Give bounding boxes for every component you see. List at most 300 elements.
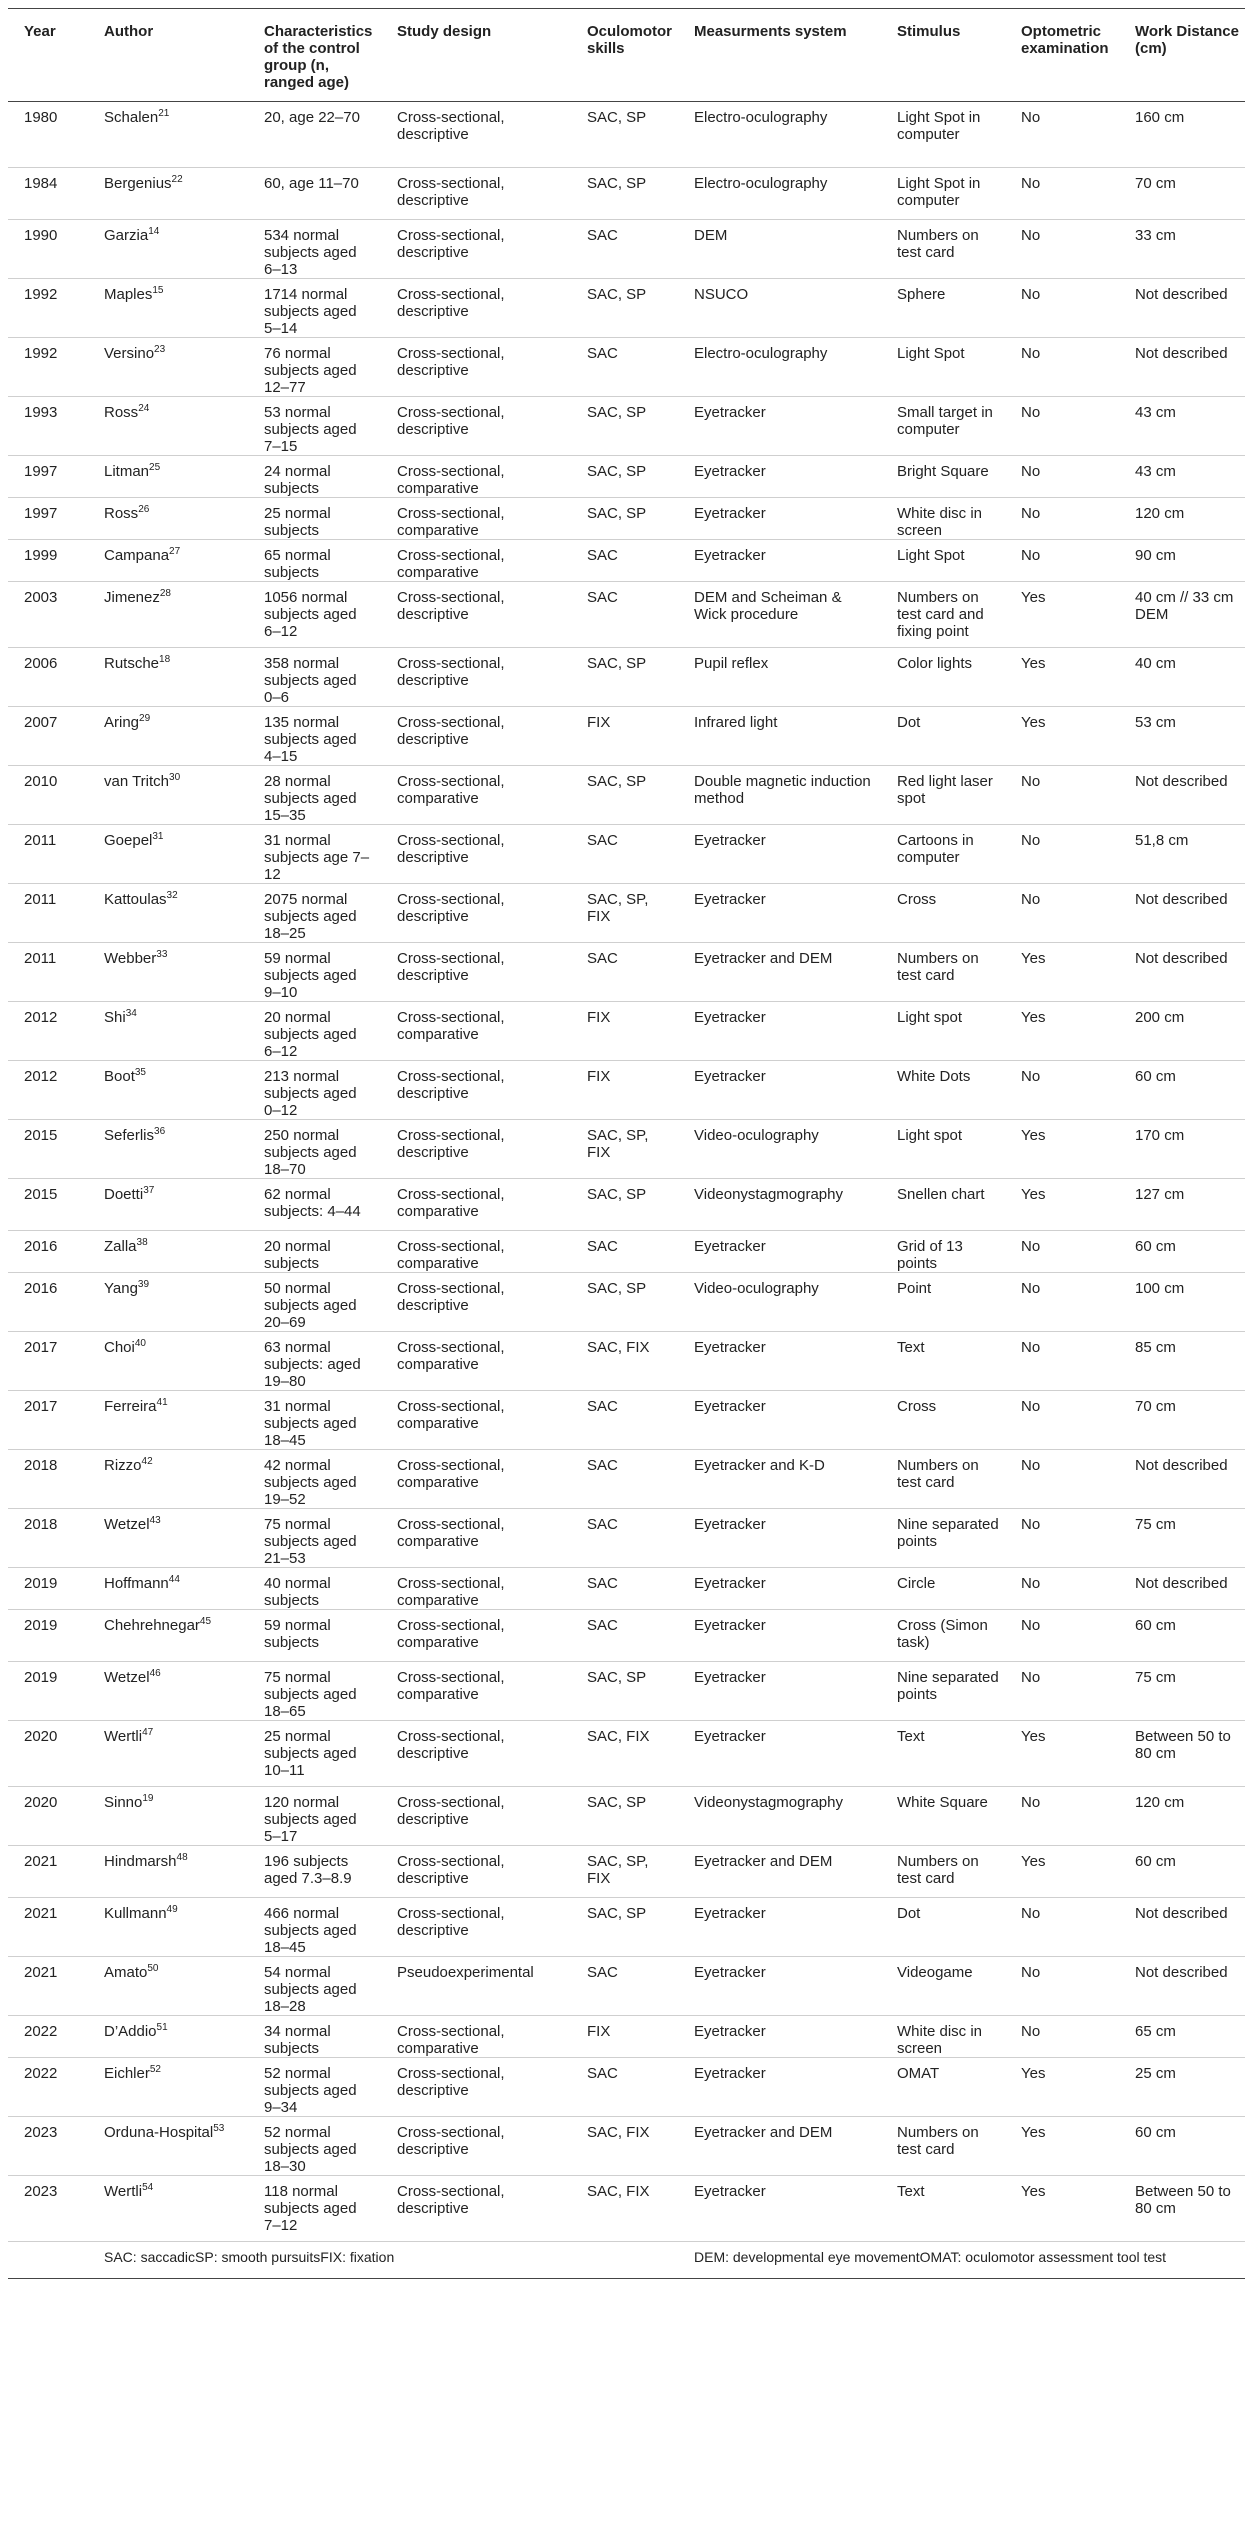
footnote-abbreviations-left: SAC: saccadicSP: smooth pursuitsFIX: fixation — [88, 2242, 678, 2279]
author-cell — [88, 1721, 248, 1787]
author-cell — [88, 1568, 248, 1610]
year-cell: 2003 — [8, 582, 88, 648]
work-distance-cell: 90 cm — [1119, 540, 1245, 582]
author-name: Chehrehnegar — [104, 1617, 200, 1634]
table-row — [8, 884, 1245, 943]
stimulus-cell: Snellen chart — [881, 1179, 1005, 1231]
study-design-cell: Cross-sectional, comparative — [381, 766, 571, 825]
reference-number: 52 — [149, 2064, 161, 2075]
study-design-cell: Cross-sectional, descriptive — [381, 279, 571, 338]
reference-number: 53 — [213, 2123, 225, 2134]
year-cell: 1980 — [8, 102, 88, 168]
stimulus-cell: White Dots — [881, 1061, 1005, 1120]
study-design-cell: Cross-sectional, comparative — [381, 1568, 571, 1610]
year-cell: 2012 — [8, 1002, 88, 1061]
year-cell: 2016 — [8, 1273, 88, 1332]
work-distance-cell: 120 cm — [1119, 498, 1245, 540]
table-row — [8, 1787, 1245, 1846]
control-group-cell: 40 normal subjects — [248, 1568, 381, 1610]
work-distance-cell: Between 50 to 80 cm — [1119, 1721, 1245, 1787]
table-row — [8, 1332, 1245, 1391]
stimulus-cell: Cross — [881, 1391, 1005, 1450]
author-name: Hindmarsh — [104, 1853, 177, 1870]
measurement-system-cell: Pupil reflex — [678, 648, 881, 707]
measurement-system-cell: Eyetracker — [678, 397, 881, 456]
oculomotor-skills-cell: FIX — [571, 1061, 678, 1120]
author-name: Bergenius — [104, 175, 172, 192]
author-name: Kullmann — [104, 1905, 167, 1922]
measurement-system-cell: DEM — [678, 220, 881, 279]
study-design-cell: Cross-sectional, descriptive — [381, 582, 571, 648]
work-distance-cell: Not described — [1119, 1898, 1245, 1957]
study-design-cell: Cross-sectional, comparative — [381, 1610, 571, 1662]
year-cell: 2011 — [8, 825, 88, 884]
measurement-system-cell: Eyetracker — [678, 2176, 881, 2242]
control-group-cell: 135 normal subjects aged 4–15 — [248, 707, 381, 766]
control-group-cell: 196 subjects aged 7.3–8.9 — [248, 1846, 381, 1898]
control-group-cell: 53 normal subjects aged 7–15 — [248, 397, 381, 456]
stimulus-cell: Red light laser spot — [881, 766, 1005, 825]
author-cell — [88, 1610, 248, 1662]
study-design-cell: Cross-sectional, descriptive — [381, 707, 571, 766]
year-cell: 2015 — [8, 1120, 88, 1179]
optometric-examination-cell: No — [1005, 1610, 1119, 1662]
year-cell: 2020 — [8, 1787, 88, 1846]
measurement-system-cell: Eyetracker — [678, 498, 881, 540]
optometric-examination-cell: No — [1005, 1061, 1119, 1120]
author-cell — [88, 2016, 248, 2058]
year-cell: 2021 — [8, 1957, 88, 2016]
table-row — [8, 1610, 1245, 1662]
author-name: Orduna-Hospital — [104, 2124, 214, 2141]
author-name: Rutsche — [104, 655, 160, 672]
oculomotor-skills-cell: SAC, SP — [571, 279, 678, 338]
year-cell: 2020 — [8, 1721, 88, 1787]
author-name: van Tritch — [104, 773, 170, 790]
study-design-cell: Pseudoexperimental — [381, 1957, 571, 2016]
work-distance-cell: 170 cm — [1119, 1120, 1245, 1179]
table-row — [8, 1061, 1245, 1120]
reference-number: 25 — [149, 462, 161, 473]
measurement-system-cell: Eyetracker and K-D — [678, 1450, 881, 1509]
reference-number: 38 — [136, 1237, 148, 1248]
study-design-cell: Cross-sectional, descriptive — [381, 825, 571, 884]
work-distance-cell: 60 cm — [1119, 1231, 1245, 1273]
study-design-cell: Cross-sectional, comparative — [381, 1662, 571, 1721]
optometric-examination-cell: No — [1005, 1957, 1119, 2016]
oculomotor-skills-cell: SAC, SP — [571, 168, 678, 220]
control-group-cell: 76 normal subjects aged 12–77 — [248, 338, 381, 397]
author-cell — [88, 1787, 248, 1846]
reference-number: 50 — [147, 1963, 159, 1974]
control-group-cell: 54 normal subjects aged 18–28 — [248, 1957, 381, 2016]
reference-number: 14 — [148, 226, 160, 237]
author-cell — [88, 168, 248, 220]
table-row — [8, 2016, 1245, 2058]
year-cell: 1993 — [8, 397, 88, 456]
control-group-cell: 213 normal subjects aged 0–12 — [248, 1061, 381, 1120]
optometric-examination-cell: Yes — [1005, 648, 1119, 707]
study-design-cell: Cross-sectional, comparative — [381, 1391, 571, 1450]
study-design-cell: Cross-sectional, descriptive — [381, 943, 571, 1002]
author-cell — [88, 2176, 248, 2242]
measurement-system-cell: Infrared light — [678, 707, 881, 766]
optometric-examination-cell: Yes — [1005, 582, 1119, 648]
control-group-cell: 20 normal subjects aged 6–12 — [248, 1002, 381, 1061]
measurement-system-cell: Electro-oculography — [678, 338, 881, 397]
measurement-system-cell: Eyetracker — [678, 2016, 881, 2058]
stimulus-cell: Numbers on test card — [881, 1450, 1005, 1509]
optometric-examination-cell: No — [1005, 1450, 1119, 1509]
year-cell: 2017 — [8, 1332, 88, 1391]
year-cell: 2006 — [8, 648, 88, 707]
optometric-examination-cell: No — [1005, 1231, 1119, 1273]
oculomotor-skills-cell: SAC — [571, 2058, 678, 2117]
year-cell: 2016 — [8, 1231, 88, 1273]
reference-number: 27 — [169, 546, 181, 557]
stimulus-cell: Circle — [881, 1568, 1005, 1610]
study-design-cell: Cross-sectional, comparative — [381, 2016, 571, 2058]
oculomotor-skills-cell: SAC, SP — [571, 1662, 678, 1721]
measurement-system-cell: Eyetracker — [678, 1610, 881, 1662]
year-cell: 2010 — [8, 766, 88, 825]
reference-number: 18 — [159, 654, 171, 665]
reference-number: 21 — [158, 108, 170, 119]
study-design-cell: Cross-sectional, descriptive — [381, 2058, 571, 2117]
optometric-examination-cell: No — [1005, 766, 1119, 825]
table-row — [8, 766, 1245, 825]
stimulus-cell: Dot — [881, 1898, 1005, 1957]
control-group-cell: 1714 normal subjects aged 5–14 — [248, 279, 381, 338]
header-measurement-system: Measurments system — [678, 9, 881, 102]
control-group-cell: 52 normal subjects aged 9–34 — [248, 2058, 381, 2117]
oculomotor-skills-cell: SAC, SP — [571, 498, 678, 540]
oculomotor-skills-cell: SAC, SP — [571, 1787, 678, 1846]
oculomotor-skills-cell: SAC, SP — [571, 102, 678, 168]
control-group-cell: 42 normal subjects aged 19–52 — [248, 1450, 381, 1509]
work-distance-cell: 75 cm — [1119, 1509, 1245, 1568]
author-cell — [88, 498, 248, 540]
author-cell — [88, 1179, 248, 1231]
reference-number: 34 — [125, 1008, 137, 1019]
control-group-cell: 1056 normal subjects aged 6–12 — [248, 582, 381, 648]
measurement-system-cell: Eyetracker — [678, 1391, 881, 1450]
year-cell: 1999 — [8, 540, 88, 582]
measurement-system-cell: Eyetracker — [678, 884, 881, 943]
control-group-cell: 25 normal subjects aged 10–11 — [248, 1721, 381, 1787]
work-distance-cell: 75 cm — [1119, 1662, 1245, 1721]
control-group-cell: 65 normal subjects — [248, 540, 381, 582]
year-cell: 2022 — [8, 2058, 88, 2117]
work-distance-cell: 65 cm — [1119, 2016, 1245, 2058]
measurement-system-cell: Videonystagmography — [678, 1179, 881, 1231]
work-distance-cell: 53 cm — [1119, 707, 1245, 766]
measurement-system-cell: Eyetracker — [678, 540, 881, 582]
optometric-examination-cell: Yes — [1005, 1002, 1119, 1061]
year-cell: 2021 — [8, 1898, 88, 1957]
author-name: Webber — [104, 950, 157, 967]
table-row — [8, 943, 1245, 1002]
optometric-examination-cell: No — [1005, 1509, 1119, 1568]
study-design-cell: Cross-sectional, comparative — [381, 1332, 571, 1391]
stimulus-cell: Light Spot — [881, 338, 1005, 397]
optometric-examination-cell: No — [1005, 498, 1119, 540]
table-row — [8, 168, 1245, 220]
stimulus-cell: Color lights — [881, 648, 1005, 707]
oculomotor-skills-cell: SAC, SP — [571, 1273, 678, 1332]
table-row — [8, 397, 1245, 456]
author-cell — [88, 540, 248, 582]
table-row — [8, 456, 1245, 498]
reference-number: 37 — [143, 1185, 155, 1196]
reference-number: 32 — [166, 890, 178, 901]
reference-number: 28 — [159, 588, 171, 599]
reference-number: 29 — [139, 713, 151, 724]
stimulus-cell: Videogame — [881, 1957, 1005, 2016]
author-cell — [88, 825, 248, 884]
reference-number: 51 — [156, 2022, 168, 2033]
stimulus-cell: Text — [881, 1721, 1005, 1787]
study-design-cell: Cross-sectional, comparative — [381, 498, 571, 540]
stimulus-cell: Text — [881, 2176, 1005, 2242]
stimulus-cell: Numbers on test card and fixing point — [881, 582, 1005, 648]
control-group-cell: 534 normal subjects aged 6–13 — [248, 220, 381, 279]
stimulus-cell: Cartoons in computer — [881, 825, 1005, 884]
measurement-system-cell: Video-oculography — [678, 1120, 881, 1179]
work-distance-cell: 40 cm — [1119, 648, 1245, 707]
table-row — [8, 1391, 1245, 1450]
header-work-distance: Work Distance (cm) — [1119, 9, 1245, 102]
oculomotor-skills-cell: SAC, FIX — [571, 1721, 678, 1787]
footnote-cell-empty — [8, 2242, 88, 2279]
author-cell — [88, 1273, 248, 1332]
reference-number: 35 — [134, 1067, 146, 1078]
optometric-examination-cell: No — [1005, 397, 1119, 456]
reference-number: 22 — [171, 174, 183, 185]
author-cell — [88, 338, 248, 397]
study-design-cell: Cross-sectional, descriptive — [381, 168, 571, 220]
author-name: Schalen — [104, 109, 159, 126]
author-cell — [88, 707, 248, 766]
stimulus-cell: OMAT — [881, 2058, 1005, 2117]
author-cell — [88, 884, 248, 943]
author-name: Wertli — [104, 2183, 143, 2200]
work-distance-cell: 200 cm — [1119, 1002, 1245, 1061]
measurement-system-cell: DEM and Scheiman & Wick procedure — [678, 582, 881, 648]
author-name: Shi — [104, 1009, 126, 1026]
reference-number: 42 — [141, 1456, 153, 1467]
control-group-cell: 52 normal subjects aged 18–30 — [248, 2117, 381, 2176]
work-distance-cell: Not described — [1119, 943, 1245, 1002]
oculomotor-skills-cell: SAC, SP — [571, 1898, 678, 1957]
optometric-examination-cell: Yes — [1005, 2176, 1119, 2242]
stimulus-cell: Sphere — [881, 279, 1005, 338]
table-row — [8, 1179, 1245, 1231]
table-row — [8, 707, 1245, 766]
author-name: Garzia — [104, 227, 149, 244]
table-row — [8, 825, 1245, 884]
study-design-cell: Cross-sectional, descriptive — [381, 2117, 571, 2176]
reference-number: 23 — [154, 344, 166, 355]
oculomotor-skills-cell: SAC, SP, FIX — [571, 1846, 678, 1898]
oculomotor-skills-cell: SAC, SP — [571, 766, 678, 825]
year-cell: 2012 — [8, 1061, 88, 1120]
optometric-examination-cell: No — [1005, 1787, 1119, 1846]
control-group-cell: 20, age 22–70 — [248, 102, 381, 168]
author-name: Wertli — [104, 1728, 143, 1745]
oculomotor-skills-cell: SAC — [571, 1231, 678, 1273]
study-design-cell: Cross-sectional, comparative — [381, 1002, 571, 1061]
measurement-system-cell: Eyetracker — [678, 2058, 881, 2117]
optometric-examination-cell: Yes — [1005, 943, 1119, 1002]
measurement-system-cell: Electro-oculography — [678, 168, 881, 220]
optometric-examination-cell: No — [1005, 1332, 1119, 1391]
table-row — [8, 648, 1245, 707]
measurement-system-cell: Eyetracker — [678, 1568, 881, 1610]
optometric-examination-cell: No — [1005, 279, 1119, 338]
author-name: Maples — [104, 286, 153, 303]
study-design-cell: Cross-sectional, comparative — [381, 1231, 571, 1273]
reference-number: 15 — [152, 285, 164, 296]
stimulus-cell: Light spot — [881, 1002, 1005, 1061]
table-row — [8, 1662, 1245, 1721]
stimulus-cell: Point — [881, 1273, 1005, 1332]
work-distance-cell: Between 50 to 80 cm — [1119, 2176, 1245, 2242]
author-cell — [88, 1450, 248, 1509]
table-footer — [8, 2242, 1245, 2279]
study-design-cell: Cross-sectional, descriptive — [381, 1787, 571, 1846]
oculomotor-skills-cell: SAC, SP, FIX — [571, 1120, 678, 1179]
table-body — [8, 102, 1245, 2242]
reference-number: 46 — [149, 1668, 161, 1679]
work-distance-cell: Not described — [1119, 338, 1245, 397]
optometric-examination-cell: No — [1005, 825, 1119, 884]
measurement-system-cell: Eyetracker — [678, 1721, 881, 1787]
reference-number: 24 — [138, 403, 150, 414]
header-optometric-examination: Optometric examination — [1005, 9, 1119, 102]
table-row — [8, 1509, 1245, 1568]
oculomotor-skills-cell: SAC — [571, 220, 678, 279]
work-distance-cell: Not described — [1119, 1568, 1245, 1610]
year-cell: 2023 — [8, 2117, 88, 2176]
work-distance-cell: 85 cm — [1119, 1332, 1245, 1391]
year-cell: 2018 — [8, 1450, 88, 1509]
author-name: Versino — [104, 345, 155, 362]
optometric-examination-cell: No — [1005, 1662, 1119, 1721]
control-group-cell: 63 normal subjects: aged 19–80 — [248, 1332, 381, 1391]
stimulus-cell: Numbers on test card — [881, 1846, 1005, 1898]
measurement-system-cell: Eyetracker and DEM — [678, 943, 881, 1002]
table-header — [8, 9, 1245, 102]
optometric-examination-cell: Yes — [1005, 2117, 1119, 2176]
optometric-examination-cell: Yes — [1005, 2058, 1119, 2117]
author-name: Aring — [104, 714, 140, 731]
table-row — [8, 279, 1245, 338]
header-year: Year — [8, 9, 88, 102]
author-cell — [88, 1120, 248, 1179]
stimulus-cell: White Square — [881, 1787, 1005, 1846]
author-name: Sinno — [104, 1794, 143, 1811]
author-name: Ferreira — [104, 1398, 157, 1415]
oculomotor-skills-cell: SAC — [571, 1450, 678, 1509]
work-distance-cell: Not described — [1119, 1957, 1245, 2016]
year-cell: 2019 — [8, 1610, 88, 1662]
optometric-examination-cell: No — [1005, 1898, 1119, 1957]
work-distance-cell: 60 cm — [1119, 2117, 1245, 2176]
table-row — [8, 1450, 1245, 1509]
author-cell — [88, 1391, 248, 1450]
author-cell — [88, 943, 248, 1002]
author-name: Kattoulas — [104, 891, 167, 908]
oculomotor-skills-cell: SAC — [571, 582, 678, 648]
stimulus-cell: Cross — [881, 884, 1005, 943]
author-cell — [88, 1231, 248, 1273]
stimulus-cell: Numbers on test card — [881, 2117, 1005, 2176]
table-row — [8, 2176, 1245, 2242]
stimulus-cell: Bright Square — [881, 456, 1005, 498]
measurement-system-cell: Eyetracker — [678, 1957, 881, 2016]
oculomotor-skills-cell: SAC, FIX — [571, 1332, 678, 1391]
measurement-system-cell: Eyetracker — [678, 456, 881, 498]
author-cell — [88, 1061, 248, 1120]
control-group-cell: 60, age 11–70 — [248, 168, 381, 220]
year-cell: 1990 — [8, 220, 88, 279]
measurement-system-cell: Eyetracker — [678, 1509, 881, 1568]
study-design-cell: Cross-sectional, comparative — [381, 1450, 571, 1509]
author-name: Wetzel — [104, 1669, 150, 1686]
control-group-cell: 31 normal subjects aged 18–45 — [248, 1391, 381, 1450]
author-name: Zalla — [104, 1238, 137, 1255]
optometric-examination-cell: No — [1005, 540, 1119, 582]
author-cell — [88, 1002, 248, 1061]
oculomotor-skills-cell: SAC, SP — [571, 648, 678, 707]
year-cell: 1997 — [8, 456, 88, 498]
measurement-system-cell: Video-oculography — [678, 1273, 881, 1332]
author-cell — [88, 220, 248, 279]
author-cell — [88, 2117, 248, 2176]
optometric-examination-cell: No — [1005, 220, 1119, 279]
control-group-cell: 59 normal subjects aged 9–10 — [248, 943, 381, 1002]
oculomotor-skills-cell: SAC, FIX — [571, 2176, 678, 2242]
author-name: Ross — [104, 505, 139, 522]
oculomotor-skills-cell: SAC — [571, 1610, 678, 1662]
work-distance-cell: 160 cm — [1119, 102, 1245, 168]
table-row — [8, 1002, 1245, 1061]
control-group-cell: 120 normal subjects aged 5–17 — [248, 1787, 381, 1846]
work-distance-cell: 33 cm — [1119, 220, 1245, 279]
table-row — [8, 102, 1245, 168]
author-name: Eichler — [104, 2065, 150, 2082]
year-cell: 2019 — [8, 1568, 88, 1610]
year-cell: 2011 — [8, 943, 88, 1002]
measurement-system-cell: Eyetracker — [678, 1231, 881, 1273]
author-name: Boot — [104, 1068, 135, 1085]
stimulus-cell: Light Spot — [881, 540, 1005, 582]
oculomotor-skills-cell: SAC, SP — [571, 456, 678, 498]
author-cell — [88, 1509, 248, 1568]
study-design-cell: Cross-sectional, descriptive — [381, 220, 571, 279]
study-design-cell: Cross-sectional, descriptive — [381, 1120, 571, 1179]
measurement-system-cell: Videonystagmography — [678, 1787, 881, 1846]
stimulus-cell: Small target in computer — [881, 397, 1005, 456]
study-design-cell: Cross-sectional, descriptive — [381, 1721, 571, 1787]
year-cell: 2011 — [8, 884, 88, 943]
control-group-cell: 75 normal subjects aged 18–65 — [248, 1662, 381, 1721]
year-cell: 2021 — [8, 1846, 88, 1898]
measurement-system-cell: Eyetracker and DEM — [678, 2117, 881, 2176]
footnote-row — [8, 2242, 1245, 2279]
study-design-cell: Cross-sectional, descriptive — [381, 1273, 571, 1332]
